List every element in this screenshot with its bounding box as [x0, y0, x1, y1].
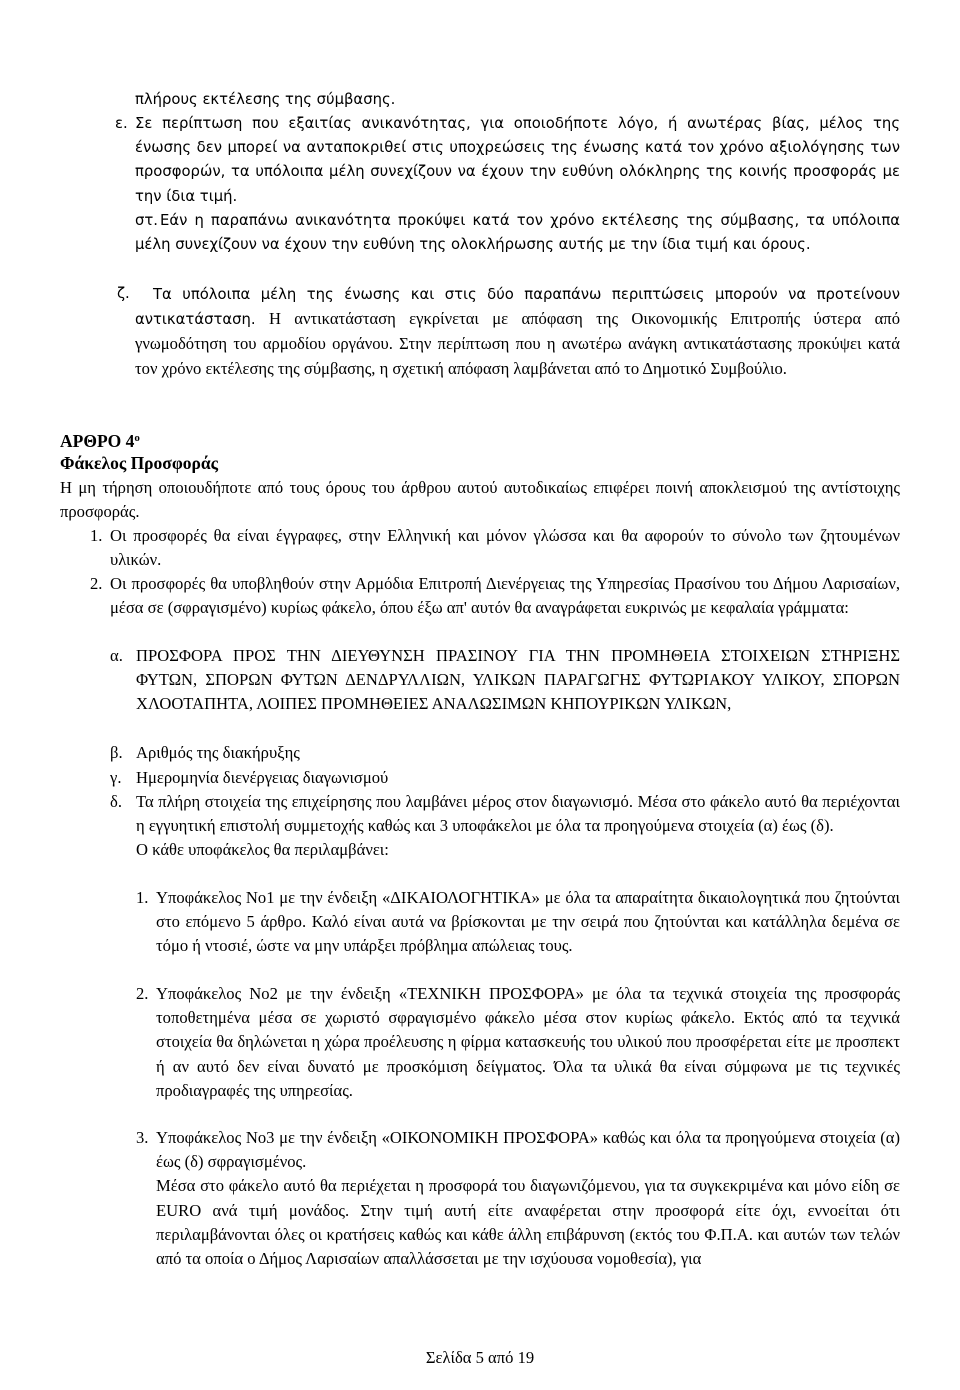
sub-item-g — [110, 766, 900, 790]
sub-item-b-text: Αριθμός της διακήρυξης — [136, 743, 300, 762]
subfolder-3-more: Μέσα στο φάκελο αυτό θα περιέχεται η προσφορά του διαγωνιζόμενου, για τα συγκεκριμένα και μόνο είδη σε EURO ανά τιμή μονάδος. Στην τιμή αυτή είτε αναφέρεται στην προσφορά είτε όχι, εννοείται ότι περιλαμβάνονται όλες οι κρατήσεις καθώς και κάθε άλλη επιβάρυνση (εκτός του Φ.Π.Α. και αυτών των τελών από τα οποία ο Δήμος Λαρισαίων απαλλάσσεται με την ισχύουσα νομοθεσία), για — [156, 1176, 900, 1269]
sub-item-g-text: Ημερομηνία διενέργειας διαγωνισμού — [136, 768, 389, 787]
subfolder-2-text: Υποφάκελος Νο2 με την ένδειξη «ΤΕΧΝΙΚΗ ΠΡΟΣΦΟΡΑ» με όλα τα τεχνικά στοιχεία της προσφοράς τοποθετημένα μέσα σε χωριστό σφραγισμένο φάκελο μέσα στον κυρίως φάκελο. Εκτός από τα τεχνικά στοιχεία θα δηλώνεται η χώρα προέλευσης η φίρμα κατασκευής του υλικού που προσφέρεται είτε με προσπεκτ ή αν αυτό δεν είναι δυνατό με προσκόμιση δείγματος. Όλα τα υλικά θα είναι σύμφωνα με τις τεχνικές προδιαγραφές της υπηρεσίας. — [156, 984, 900, 1100]
sub-item-a-text: ΠΡΟΣΦΟΡΑ ΠΡΟΣ ΤΗΝ ΔΙΕΥΘΥΝΣΗ ΠΡΑΣΙΝΟΥ ΓΙΑ ΤΗΝ ΠΡΟΜΗΘΕΙΑ ΣΤΟΙΧΕΙΩΝ ΣΤΗΡΙΞΗΣ ΦΥΤΩΝ, ΣΠΟΡΩΝ ΦΥΤΩΝ ΔΕΝΔΡΥΛΛΙΩΝ, ΥΛΙΚΩΝ ΠΑΡΑΓΩΓΗΣ ΦΥΤΩΡΙΑΚΟΥ ΥΛΙΚΟΥ, ΣΠΟΡΩΝ ΧΛΟΟΤΑΠΗΤΑ, ΛΟΙΠΕΣ ΠΡΟΜΗΘΕΙΕΣ ΑΝΑΛΩΣΙΜΩΝ ΚΗΠΟΥΡΙΚΩΝ ΥΛΙΚΩΝ, — [136, 646, 900, 714]
article-intro-text: Η μη τήρηση οποιουδήποτε από τους όρους του άρθρου αυτού αυτοδικαίως επιφέρει ποινή αποκλεισμού της αντίστοιχης προσφοράς. — [60, 478, 900, 522]
subfolder-1-marker: 1. — [136, 888, 149, 907]
item-1 — [90, 524, 900, 572]
clause-z-marker: ζ. — [117, 285, 130, 302]
clause-e-marker: ε. — [115, 115, 128, 132]
clause-st — [115, 209, 900, 257]
subfolder-3-marker: 3. — [136, 1128, 149, 1147]
sub-item-d-marker: δ. — [110, 792, 122, 811]
article-intro — [60, 476, 900, 524]
item-2-text: Οι προσφορές θα υποβληθούν στην Αρμόδια Επιτροπή Διενέργειας της Υπηρεσίας Πρασίνου του Δήμου Λαρισαίων, μέσα σε (σφραγισμένο) κυρίως φάκελο, όπου έξω απ' αυτόν θα αναγράφεται ευκρινώς με κεφαλαία γράμματα: — [110, 574, 900, 618]
subfolder-1-text: Υποφάκελος Νο1 με την ένδειξη «ΔΙΚΑΙΟΛΟΓΗΤΙΚΑ» με όλα τα απαραίτητα δικαιολογητικά που ζητούνται στο επόμενο 5 άρθρο. Καλό είναι αυτά να βρίσκονται με την σειρά που ζητούνται και κατάλληλα δεμένα σε τόμο ή ντοσιέ, ώστε να μην υπάρξει πρόβλημα απώλειας τους. — [156, 888, 900, 956]
item-1-text: Οι προσφορές θα είναι έγγραφες, στην Ελληνική και μόνον γλώσσα και θα αφορούν το σύνολο των ζητουμένων υλικών. — [110, 526, 900, 570]
clause-z-text-c: Στην περίπτωση που η ανωτέρω ανάγκη αντικατάστασης προκύψει κατά τον χρόνο εκτέλεσης της σύμβασης, η σχετική απόφαση λαμβάνεται από το Δημοτικό Συμβούλιο. — [135, 334, 900, 378]
page-footer: Σελίδα 5 από 19 — [425, 1348, 535, 1367]
intro-line — [135, 88, 900, 112]
item-1-marker: 1. — [90, 526, 103, 545]
intro-text: πλήρους εκτέλεσης της σύμβασης. — [135, 91, 396, 108]
item-2 — [90, 572, 900, 620]
item-2-marker: 2. — [90, 574, 103, 593]
sub-item-g-marker: γ. — [110, 768, 122, 787]
article-title-sup: ο — [134, 432, 140, 444]
sub-item-b — [110, 741, 900, 765]
sub-item-d-text: Τα πλήρη στοιχεία της επιχείρησης που λαμβάνει μέρος στον διαγωνισμό. Μέσα στο φάκελο αυτό θα περιέχονται η εγγυητική επιστολή συμμετοχής καθώς και 3 υποφάκελοι με όλα τα προηγούμενα στοιχεία (α) έως (δ). — [136, 792, 900, 836]
clause-e — [115, 112, 900, 209]
clause-z-text-a: Τα υπόλοιπα μέλη της ένωσης και στις δύο παραπάνω περιπτώσεις μπορούν να προτείνουν αντικατάσταση. — [135, 286, 900, 329]
clause-e-text: Σε περίπτωση που εξαιτίας ανικανότητας, για οποιοδήποτε λόγο, ή ανωτέρας βίας, μέλος της ένωσης δεν μπορεί να ανταποκριθεί στις υποχρεώσεις της ένωσης κατά τον χρόνο αξιολόγησης των προσφορών, τα υπόλοιπα μέλη συνεχίζουν να έχουν την ευθύνη ολόκληρης της κοινής προσφοράς με την ίδια τιμή. — [135, 115, 900, 205]
clause-z — [117, 282, 900, 381]
sub-item-a — [110, 644, 900, 717]
subfolder-2-marker: 2. — [136, 984, 149, 1003]
subfolder-3-text: Υποφάκελος Νο3 με την ένδειξη «ΟΙΚΟΝΟΜΙΚΗ ΠΡΟΣΦΟΡΑ» καθώς και όλα τα προηγούμενα στοιχεία (α) έως (δ) σφραγισμένος. — [156, 1128, 900, 1172]
clause-st-text: Εάν η παραπάνω ανικανότητα προκύψει κατά τον χρόνο εκτέλεσης της σύμβασης, τα υπόλοιπα μέλη συνεχίζουν να έχουν την ευθύνη της ολοκλήρωσης αυτής με την ίδια τιμή και όρους. — [135, 212, 900, 254]
article-title: ΑΡΘΡΟ $4^o$ — [60, 431, 140, 451]
subfolder-1 — [136, 886, 900, 959]
article-subtitle: Φάκελος Προσφοράς — [60, 453, 219, 473]
subfolder-2 — [136, 982, 900, 1103]
clause-st-marker: στ. — [135, 212, 158, 229]
sub-item-b-marker: β. — [110, 743, 123, 762]
sub-item-a-marker: α. — [110, 646, 123, 665]
sub-item-d — [110, 790, 900, 863]
subfolder-3 — [136, 1126, 900, 1271]
clause-z-text-b: Η αντικατάσταση εγκρίνεται με απόφαση της Οικονομικής Επιτροπής ύστερα από γνωμοδότηση του αρμοδίου οργάνου. — [135, 309, 900, 354]
sub-item-d-followup: Ο κάθε υποφάκελος θα περιλαμβάνει: — [136, 840, 389, 860]
